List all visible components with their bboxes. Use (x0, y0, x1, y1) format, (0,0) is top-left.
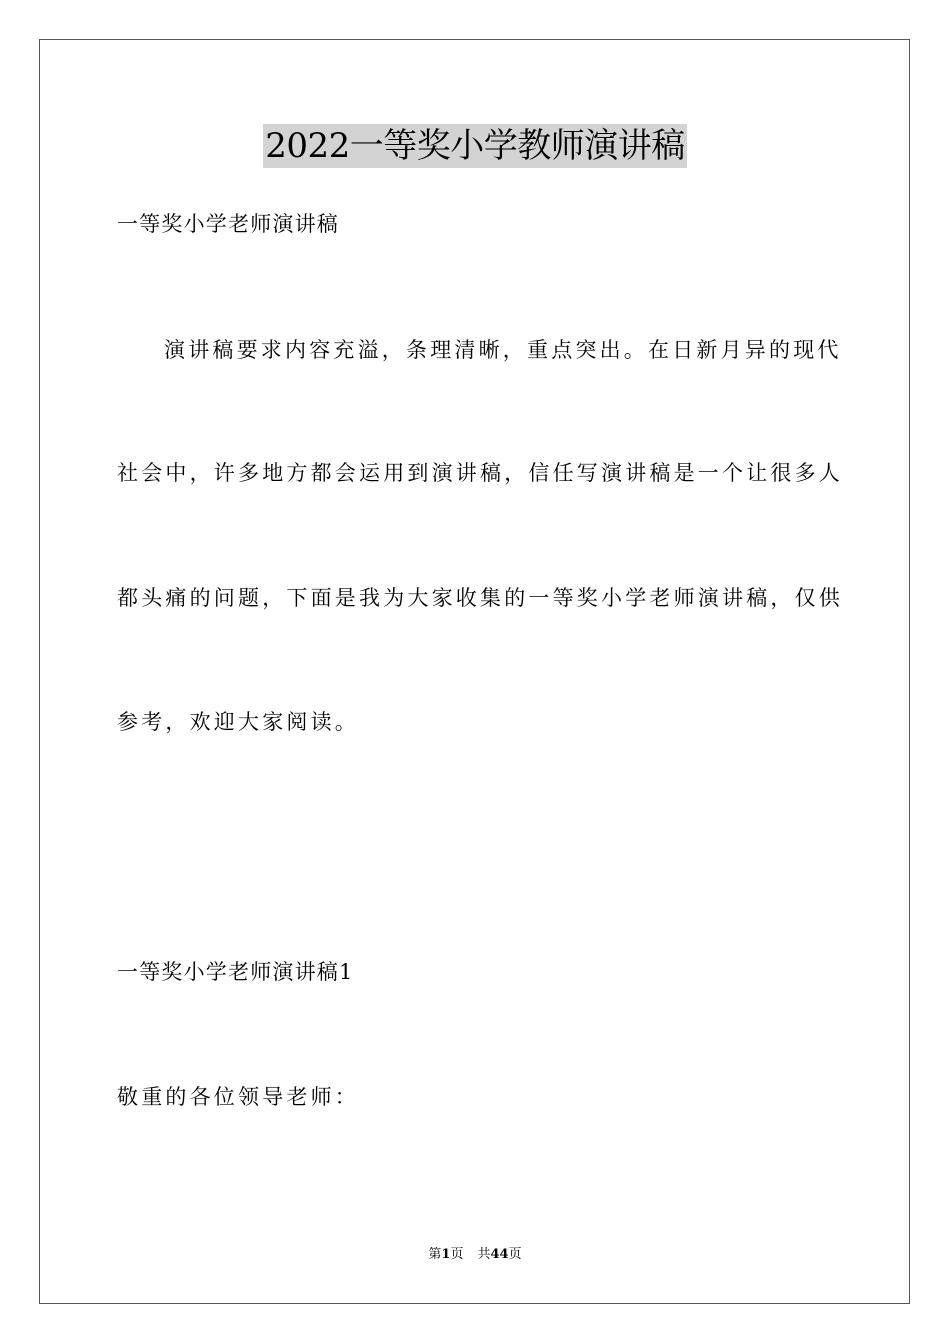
title-container (0, 124, 950, 168)
intro-line-1: 演讲稿要求内容充溢，条理清晰，重点突出。在日新月异的现代 (164, 338, 842, 362)
salutation: 敬重的各位领导老师： (117, 1085, 359, 1109)
total-suffix: 页 (508, 1247, 522, 1262)
total-prefix: 共 (477, 1247, 491, 1262)
document-title: 2022一等奖小学教师演讲稿 (265, 126, 685, 166)
page-footer (0, 1246, 950, 1264)
page-prefix: 第 (428, 1247, 442, 1262)
page-number: 1 (441, 1247, 451, 1262)
intro-line-3: 都头痛的问题，下面是我为大家收集的一等奖小学老师演讲稿，仅供 (117, 586, 843, 610)
total-pages: 44 (490, 1247, 509, 1262)
section-heading: 一等奖小学老师演讲稿1 (117, 960, 354, 984)
intro-line-2: 社会中，许多地方都会运用到演讲稿，信任写演讲稿是一个让很多人 (117, 461, 843, 485)
intro-line-4: 参考，欢迎大家阅读。 (117, 710, 359, 734)
page-suffix: 页 (450, 1247, 464, 1262)
document-subtitle: 一等奖小学老师演讲稿 (117, 212, 339, 236)
